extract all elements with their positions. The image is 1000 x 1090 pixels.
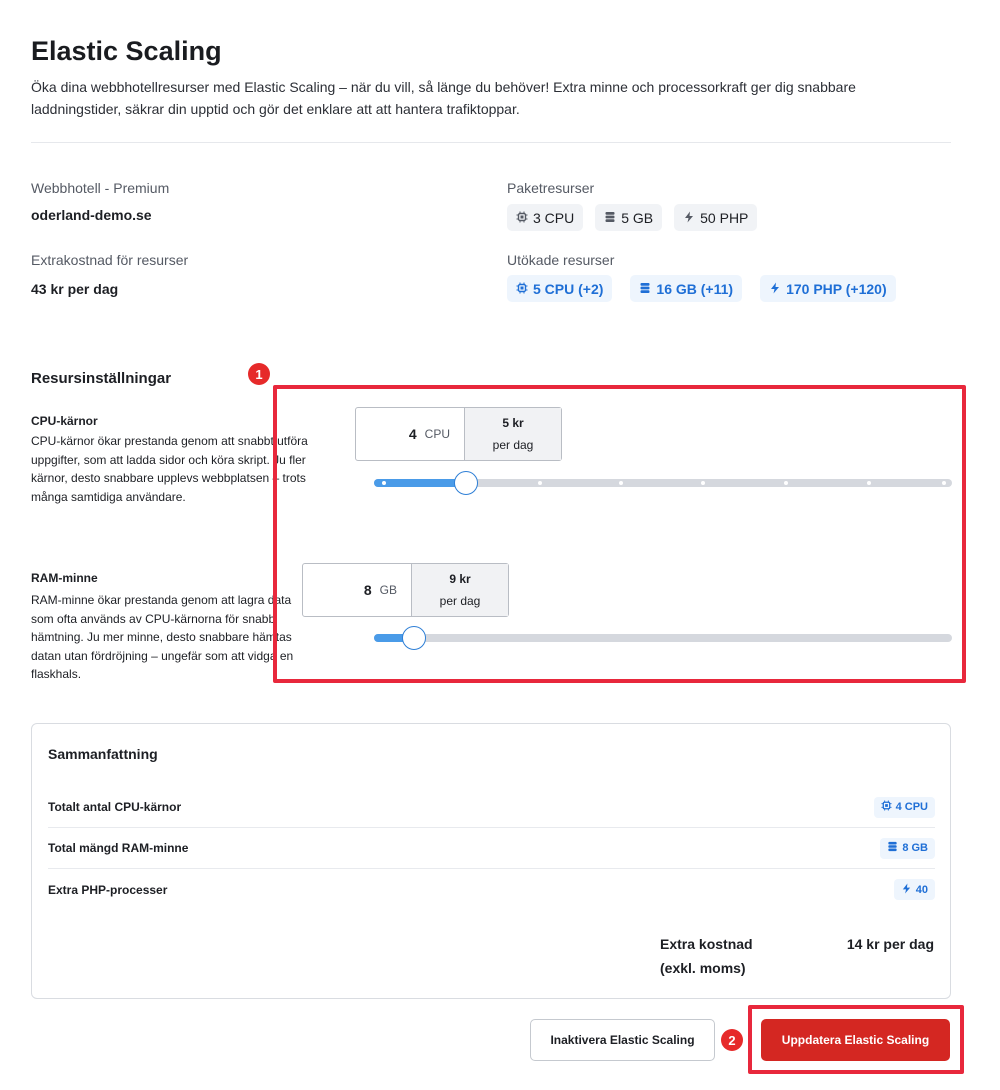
summary-extra-cost-value: 14 kr per dag — [846, 936, 934, 952]
divider — [31, 142, 951, 143]
intro-text: Öka dina webbhotellresurser med Elastic Scaling – när du vill, så länge du behöver! Extra minne och processorkraft ger dig snabbare laddningstider, säkrar din upptid och gör det enklare att att hantera trafiktoppar. — [31, 79, 856, 117]
annotation-box-update — [748, 1005, 964, 1074]
database-icon — [887, 841, 898, 855]
extra-cost-value: 43 kr per dag — [31, 281, 119, 297]
package-resources-label: Paketresurser — [507, 180, 595, 196]
package-php-chip: 50 PHP — [674, 204, 757, 231]
ram-unit: GB — [379, 583, 397, 597]
extended-cpu-chip: 5 CPU (+2) — [507, 275, 612, 302]
lightning-icon — [901, 883, 912, 897]
summary-row-php: Extra PHP-processer 40 — [48, 869, 935, 910]
database-icon — [639, 281, 651, 297]
ram-description: RAM-minne ökar prestanda genom att lagra data som ofta används av CPU-kärnorna för snabb hämtning. Ju mer minne, desto snabbare hämtas datan utan fördröjning – ungefär som att vidga en flaskhals. — [31, 593, 294, 681]
extended-ram-chip: 16 GB (+11) — [630, 275, 742, 302]
extended-resources-chips — [507, 275, 896, 302]
cpu-icon — [881, 800, 892, 814]
cpu-icon — [516, 281, 528, 297]
cpu-icon — [516, 210, 528, 226]
cpu-unit: CPU — [424, 427, 450, 441]
lightning-icon — [683, 210, 695, 226]
summary-row-cpu: Totalt antal CPU-kärnor 4 CPU — [48, 787, 935, 828]
summary-extra-cost-label: Extra kostnad (exkl. moms) — [660, 936, 753, 976]
plan-label: Webbhotell - Premium — [31, 180, 170, 196]
resource-settings-title: Resursinställningar — [31, 370, 172, 387]
cpu-description: CPU-kärnor ökar prestanda genom att snabbt utföra uppgifter, som att ladda sidor och köra skript. Ju fler kärnor, desto snabbare upplevs webbplatsen – trots många samtidiga användare. — [31, 434, 308, 504]
extended-php-chip: 170 PHP (+120) — [760, 275, 896, 302]
database-icon — [604, 210, 616, 226]
ram-value[interactable]: 8 — [363, 582, 372, 598]
deactivate-elastic-scaling-button[interactable]: Inaktivera Elastic Scaling — [530, 1019, 715, 1061]
extra-cost-label: Extrakostnad för resurser — [31, 252, 189, 268]
update-elastic-scaling-button[interactable]: Uppdatera Elastic Scaling — [761, 1019, 950, 1061]
domain-name: oderland-demo.se — [31, 207, 152, 223]
summary-row-ram: Total mängd RAM-minne 8 GB — [48, 828, 935, 869]
summary-php-badge: 40 — [894, 879, 935, 900]
summary-title: Sammanfattning — [48, 746, 158, 762]
package-cpu-chip: 3 CPU — [507, 204, 583, 231]
page-title: Elastic Scaling — [31, 36, 222, 66]
package-ram-chip: 5 GB — [595, 204, 662, 231]
lightning-icon — [769, 281, 781, 297]
cpu-title: CPU-kärnor — [31, 414, 98, 428]
cpu-price: 5 kr per dag — [464, 408, 561, 460]
annotation-marker-2: 2 — [721, 1029, 743, 1051]
annotation-box-sliders — [273, 385, 966, 683]
cpu-value[interactable]: 4 — [408, 426, 417, 442]
extended-resources-label: Utökade resurser — [507, 252, 615, 268]
ram-price: 9 kr per dag — [411, 564, 508, 616]
summary-card — [31, 723, 951, 999]
annotation-marker-1: 1 — [248, 363, 270, 385]
summary-ram-badge: 8 GB — [880, 838, 935, 859]
summary-cpu-badge: 4 CPU — [874, 797, 935, 818]
package-resources-chips — [507, 204, 757, 231]
ram-title: RAM-minne — [31, 571, 98, 585]
